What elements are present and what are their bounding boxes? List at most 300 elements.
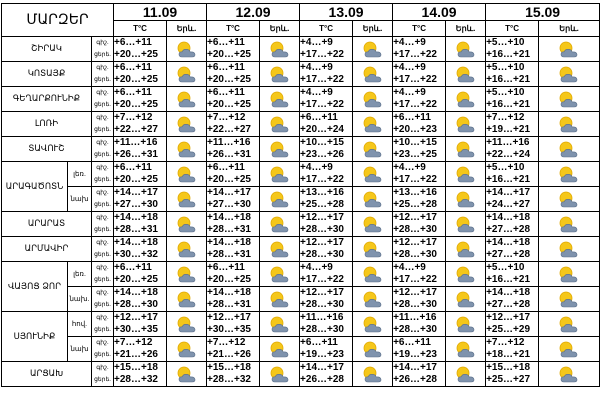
temperature-cell (114, 112, 167, 137)
weather-icon-cell (539, 187, 600, 212)
night-temperature: +6…+11 (207, 62, 245, 73)
night-temperature: +14…+18 (207, 287, 251, 298)
day-temperature: +20…+25 (114, 174, 158, 185)
weather-icon-cell (167, 237, 207, 262)
time-labels (92, 137, 114, 162)
day-label: ցերե. (94, 202, 111, 208)
weather-icon-cell (167, 112, 207, 137)
weather-icon-cell (446, 337, 486, 362)
weather-icon-cell (260, 212, 300, 237)
icon-subheader: Երև. (539, 21, 600, 37)
night-temperature: +6…+11 (393, 112, 431, 123)
weather-icon-cell (167, 362, 207, 387)
day-temperature: +19…+23 (393, 349, 437, 360)
day-temperature: +26…+28 (393, 374, 437, 385)
day-temperature: +23…+26 (300, 149, 344, 160)
weather-icon-cell (260, 362, 300, 387)
weather-icon-cell (446, 162, 486, 187)
sun-cloud-icon (167, 216, 206, 233)
night-temperature: +4…+9 (300, 262, 333, 273)
day-temperature: +28…+30 (300, 324, 344, 335)
night-temperature: +6…+11 (300, 112, 338, 123)
sun-cloud-icon (539, 366, 599, 383)
forecast-table (1, 3, 600, 387)
weather-icon-cell (353, 262, 393, 287)
temperature-cell (114, 162, 167, 187)
weather-icon-cell (539, 112, 600, 137)
temperature-cell (300, 137, 353, 162)
time-labels (92, 237, 114, 262)
night-temperature: +14…+18 (207, 237, 251, 248)
temperature-cell (393, 212, 446, 237)
night-temperature: +7…+12 (486, 112, 525, 123)
weather-icon-cell (167, 37, 207, 62)
temperature-cell (300, 212, 353, 237)
sun-cloud-icon (539, 291, 599, 308)
day-temperature: +24…+27 (486, 199, 531, 210)
sun-cloud-icon (446, 66, 485, 83)
temperature-cell (207, 312, 260, 337)
date-header: 13.09 (300, 4, 393, 21)
weather-icon-cell (167, 287, 207, 312)
temperature-cell (393, 37, 446, 62)
night-temperature: +15…+18 (486, 362, 531, 373)
day-label: ցերե. (94, 127, 111, 133)
temperature-cell (207, 112, 260, 137)
sun-cloud-icon (446, 266, 485, 283)
sun-cloud-icon (446, 241, 485, 258)
temperature-cell (486, 187, 539, 212)
night-temperature: +5…+10 (486, 162, 525, 173)
sun-cloud-icon (446, 341, 485, 358)
time-labels (92, 87, 114, 112)
sun-cloud-icon (260, 366, 299, 383)
sun-cloud-icon (353, 291, 392, 308)
night-temperature: +14…+17 (207, 187, 251, 198)
day-temperature: +28…+31 (207, 299, 251, 310)
weather-icon-cell (539, 162, 600, 187)
weather-icon-cell (353, 337, 393, 362)
sun-cloud-icon (260, 216, 299, 233)
temperature-cell (486, 312, 539, 337)
weather-icon-cell (446, 262, 486, 287)
day-temperature: +18…+21 (486, 349, 531, 360)
day-temperature: +16…+21 (486, 174, 531, 185)
weather-icon-cell (167, 262, 207, 287)
date-header: 14.09 (393, 4, 486, 21)
weather-icon-cell (539, 87, 600, 112)
weather-icon-cell (167, 337, 207, 362)
sun-cloud-icon (260, 341, 299, 358)
night-temperature: +5…+10 (486, 62, 525, 73)
temperature-cell (300, 362, 353, 387)
day-temperature: +16…+21 (486, 99, 531, 110)
day-temperature: +20…+24 (300, 124, 344, 135)
day-temperature: +27…+30 (207, 199, 251, 210)
sun-cloud-icon (446, 366, 485, 383)
temperature-cell (207, 37, 260, 62)
temperature-cell (114, 287, 167, 312)
zone-label: նախ (68, 337, 92, 362)
sun-cloud-icon (260, 116, 299, 133)
temperature-cell (393, 162, 446, 187)
night-temperature: +15…+18 (207, 362, 251, 373)
night-temperature: +4…+9 (393, 162, 426, 173)
weather-icon-cell (446, 137, 486, 162)
temperature-cell (300, 62, 353, 87)
weather-icon-cell (446, 37, 486, 62)
temperature-cell (300, 37, 353, 62)
day-temperature: +17…+22 (393, 274, 437, 285)
weather-icon-cell (353, 312, 393, 337)
sun-cloud-icon (353, 66, 392, 83)
weather-icon-cell (539, 37, 600, 62)
day-temperature: +28…+30 (114, 299, 158, 310)
night-temperature: +6…+11 (207, 262, 245, 273)
sun-cloud-icon (353, 366, 392, 383)
day-temperature: +20…+23 (393, 124, 437, 135)
sun-cloud-icon (167, 116, 206, 133)
night-label: գիշ. (96, 140, 109, 146)
day-label: ցերե. (94, 102, 111, 108)
sun-cloud-icon (539, 191, 599, 208)
sun-cloud-icon (353, 41, 392, 58)
night-temperature: +7…+12 (114, 337, 153, 348)
temperature-cell (114, 362, 167, 387)
weather-icon-cell (260, 87, 300, 112)
sun-cloud-icon (446, 316, 485, 333)
night-label: գիշ. (96, 240, 109, 246)
day-temperature: +20…+25 (207, 274, 251, 285)
temperature-cell (393, 287, 446, 312)
sun-cloud-icon (446, 291, 485, 308)
region-name: ԱՐՄԱՎԻՐ (2, 237, 92, 262)
sun-cloud-icon (260, 41, 299, 58)
night-temperature: +11…+16 (207, 137, 251, 148)
zone-label: լեռ. (68, 162, 92, 187)
region-name: ԳԵՂԱՐՔՈՒՆԻՔ (2, 87, 92, 112)
night-temperature: +6…+11 (207, 162, 245, 173)
temperature-cell (486, 62, 539, 87)
day-temperature: +21…+26 (114, 349, 158, 360)
sun-cloud-icon (353, 191, 392, 208)
weather-icon-cell (539, 212, 600, 237)
weather-icon-cell (260, 162, 300, 187)
sun-cloud-icon (353, 116, 392, 133)
icon-subheader: Երև. (446, 21, 486, 37)
sun-cloud-icon (167, 266, 206, 283)
sun-cloud-icon (446, 216, 485, 233)
day-temperature: +17…+22 (300, 74, 344, 85)
night-temperature: +6…+11 (207, 87, 245, 98)
weather-icon-cell (353, 237, 393, 262)
day-temperature: +17…+22 (393, 174, 437, 185)
night-label: գիշ. (96, 65, 109, 71)
weather-icon-cell (260, 287, 300, 312)
zone-label: հով. (68, 312, 92, 337)
temperature-cell (207, 162, 260, 187)
weather-icon-cell (353, 162, 393, 187)
weather-icon-cell (539, 137, 600, 162)
night-temperature: +6…+11 (207, 37, 245, 48)
temperature-cell (486, 112, 539, 137)
night-label: գիշ. (96, 165, 109, 171)
night-temperature: +12…+17 (486, 312, 531, 323)
night-label: գիշ. (96, 40, 109, 46)
day-temperature: +28…+32 (114, 374, 158, 385)
night-temperature: +10…+15 (300, 137, 344, 148)
day-label: ցերե. (94, 77, 111, 83)
night-temperature: +15…+18 (114, 362, 158, 373)
night-temperature: +14…+17 (114, 187, 158, 198)
weather-icon-cell (260, 137, 300, 162)
night-temperature: +4…+9 (300, 162, 333, 173)
day-temperature: +30…+35 (207, 324, 251, 335)
temperature-cell (393, 87, 446, 112)
day-label: ցերե. (94, 52, 111, 58)
date-header: 12.09 (207, 4, 300, 21)
day-temperature: +16…+21 (486, 274, 531, 285)
table-row (2, 162, 600, 187)
sun-cloud-icon (353, 166, 392, 183)
region-name: ՇԻՐԱԿ (2, 37, 92, 62)
night-temperature: +4…+9 (300, 37, 333, 48)
day-temperature: +28…+30 (393, 324, 437, 335)
day-temperature: +28…+30 (393, 299, 437, 310)
temperature-cell (300, 287, 353, 312)
day-temperature: +30…+32 (114, 249, 158, 260)
day-temperature: +22…+27 (207, 124, 251, 135)
table-row (2, 362, 600, 387)
day-label: ցերե. (94, 277, 111, 283)
night-temperature: +4…+9 (300, 87, 333, 98)
temperature-cell (114, 62, 167, 87)
weather-icon-cell (353, 37, 393, 62)
sun-cloud-icon (353, 341, 392, 358)
weather-icon-cell (260, 187, 300, 212)
zone-label: լեռ. (68, 262, 92, 287)
night-temperature: +12…+17 (114, 312, 158, 323)
night-temperature: +7…+12 (207, 112, 246, 123)
sun-cloud-icon (167, 141, 206, 158)
night-temperature: +4…+9 (393, 37, 426, 48)
day-temperature: +27…+30 (114, 199, 158, 210)
weather-icon-cell (167, 162, 207, 187)
day-temperature: +23…+25 (393, 149, 437, 160)
temperature-cell (207, 137, 260, 162)
sun-cloud-icon (539, 166, 599, 183)
weather-icon-cell (167, 312, 207, 337)
night-label: գիշ. (96, 365, 109, 371)
sun-cloud-icon (353, 241, 392, 258)
sun-cloud-icon (167, 41, 206, 58)
temperature-cell (207, 87, 260, 112)
night-temperature: +14…+18 (486, 212, 531, 223)
day-temperature: +22…+27 (114, 124, 158, 135)
time-labels (92, 312, 114, 337)
temperature-cell (114, 187, 167, 212)
temperature-cell (300, 187, 353, 212)
table-row (2, 337, 600, 362)
temperature-cell (486, 162, 539, 187)
sun-cloud-icon (539, 341, 599, 358)
day-temperature: +28…+30 (300, 224, 344, 235)
temperature-cell (393, 137, 446, 162)
temperature-cell (207, 187, 260, 212)
day-temperature: +28…+31 (207, 249, 251, 260)
night-temperature: +12…+17 (393, 287, 437, 298)
weather-icon-cell (446, 312, 486, 337)
weather-icon-cell (353, 362, 393, 387)
sun-cloud-icon (167, 66, 206, 83)
weather-icon-cell (539, 362, 600, 387)
table-row (2, 37, 600, 62)
weather-icon-cell (353, 87, 393, 112)
day-temperature: +26…+28 (300, 374, 344, 385)
sun-cloud-icon (539, 66, 599, 83)
time-labels (92, 112, 114, 137)
temperature-cell (114, 237, 167, 262)
time-labels (92, 162, 114, 187)
sun-cloud-icon (353, 316, 392, 333)
night-temperature: +11…+16 (114, 137, 158, 148)
table-row (2, 112, 600, 137)
temperature-cell (300, 262, 353, 287)
weather-icon-cell (446, 362, 486, 387)
temperature-cell (207, 262, 260, 287)
day-temperature: +17…+22 (300, 174, 344, 185)
day-temperature: +16…+21 (486, 49, 531, 60)
night-temperature: +11…+16 (393, 312, 437, 323)
day-label: ցերե. (94, 302, 111, 308)
sun-cloud-icon (353, 141, 392, 158)
day-temperature: +16…+21 (486, 74, 531, 85)
sun-cloud-icon (260, 166, 299, 183)
night-label: գիշ. (96, 215, 109, 221)
day-temperature: +30…+35 (114, 324, 158, 335)
sun-cloud-icon (446, 91, 485, 108)
day-temperature: +20…+25 (114, 99, 158, 110)
weather-icon-cell (260, 112, 300, 137)
temperature-cell (114, 312, 167, 337)
table-row (2, 262, 600, 287)
temperature-cell (300, 337, 353, 362)
sun-cloud-icon (539, 91, 599, 108)
night-temperature: +12…+17 (300, 237, 344, 248)
temperature-cell (393, 312, 446, 337)
weather-icon-cell (260, 312, 300, 337)
temperature-cell (486, 362, 539, 387)
sun-cloud-icon (446, 41, 485, 58)
temperature-cell (114, 87, 167, 112)
day-temperature: +20…+25 (114, 274, 158, 285)
weather-icon-cell (167, 62, 207, 87)
night-temperature: +12…+17 (393, 237, 437, 248)
weather-icon-cell (539, 312, 600, 337)
sun-cloud-icon (539, 316, 599, 333)
night-label: գիշ. (96, 340, 109, 346)
temperature-cell (207, 62, 260, 87)
night-temperature: +4…+9 (393, 62, 426, 73)
night-label: գիշ. (96, 90, 109, 96)
night-temperature: +6…+11 (114, 37, 152, 48)
weather-icon-cell (353, 212, 393, 237)
night-temperature: +12…+17 (207, 312, 251, 323)
temp-subheader: T°C (393, 21, 446, 37)
night-temperature: +14…+18 (114, 212, 158, 223)
night-temperature: +5…+10 (486, 262, 525, 273)
table-row (2, 312, 600, 337)
time-labels (92, 37, 114, 62)
day-temperature: +26…+31 (207, 149, 251, 160)
day-temperature: +20…+25 (207, 99, 251, 110)
day-temperature: +17…+22 (393, 99, 437, 110)
night-temperature: +13…+16 (393, 187, 437, 198)
weather-icon-cell (167, 87, 207, 112)
day-temperature: +19…+21 (486, 124, 531, 135)
night-temperature: +4…+9 (393, 262, 426, 273)
weather-icon-cell (539, 237, 600, 262)
sun-cloud-icon (167, 316, 206, 333)
night-temperature: +14…+17 (300, 362, 344, 373)
weather-icon-cell (353, 112, 393, 137)
day-label: ցերե. (94, 352, 111, 358)
day-temperature: +27…+28 (486, 299, 531, 310)
temperature-cell (486, 337, 539, 362)
sun-cloud-icon (167, 191, 206, 208)
night-temperature: +12…+17 (300, 212, 344, 223)
day-temperature: +26…+31 (114, 149, 158, 160)
sun-cloud-icon (260, 266, 299, 283)
day-label: ցերե. (94, 177, 111, 183)
day-temperature: +19…+23 (300, 349, 344, 360)
day-label: ցերե. (94, 152, 111, 158)
day-temperature: +28…+31 (114, 224, 158, 235)
temp-subheader: T°C (486, 21, 539, 37)
day-temperature: +27…+28 (486, 249, 531, 260)
sun-cloud-icon (446, 166, 485, 183)
sun-cloud-icon (167, 341, 206, 358)
table-row (2, 137, 600, 162)
night-temperature: +11…+16 (486, 137, 530, 148)
temperature-cell (393, 112, 446, 137)
sun-cloud-icon (167, 291, 206, 308)
region-column-header: ՄԱՐԶԵՐ (2, 4, 114, 37)
weather-icon-cell (260, 37, 300, 62)
temperature-cell (486, 37, 539, 62)
temperature-cell (486, 87, 539, 112)
temperature-cell (207, 237, 260, 262)
temperature-cell (486, 262, 539, 287)
sun-cloud-icon (353, 266, 392, 283)
day-temperature: +28…+30 (300, 299, 344, 310)
day-temperature: +28…+30 (393, 249, 437, 260)
temperature-cell (393, 362, 446, 387)
day-label: ցերե. (94, 227, 111, 233)
sun-cloud-icon (539, 116, 599, 133)
icon-subheader: Երև. (167, 21, 207, 37)
day-temperature: +27…+28 (486, 224, 531, 235)
weather-icon-cell (446, 112, 486, 137)
night-temperature: +12…+17 (393, 212, 437, 223)
region-name: ԱՐՑԱԽ (2, 362, 92, 387)
temperature-cell (486, 237, 539, 262)
temperature-cell (114, 337, 167, 362)
sun-cloud-icon (260, 191, 299, 208)
weather-icon-cell (260, 62, 300, 87)
sun-cloud-icon (446, 116, 485, 133)
weather-icon-cell (260, 337, 300, 362)
